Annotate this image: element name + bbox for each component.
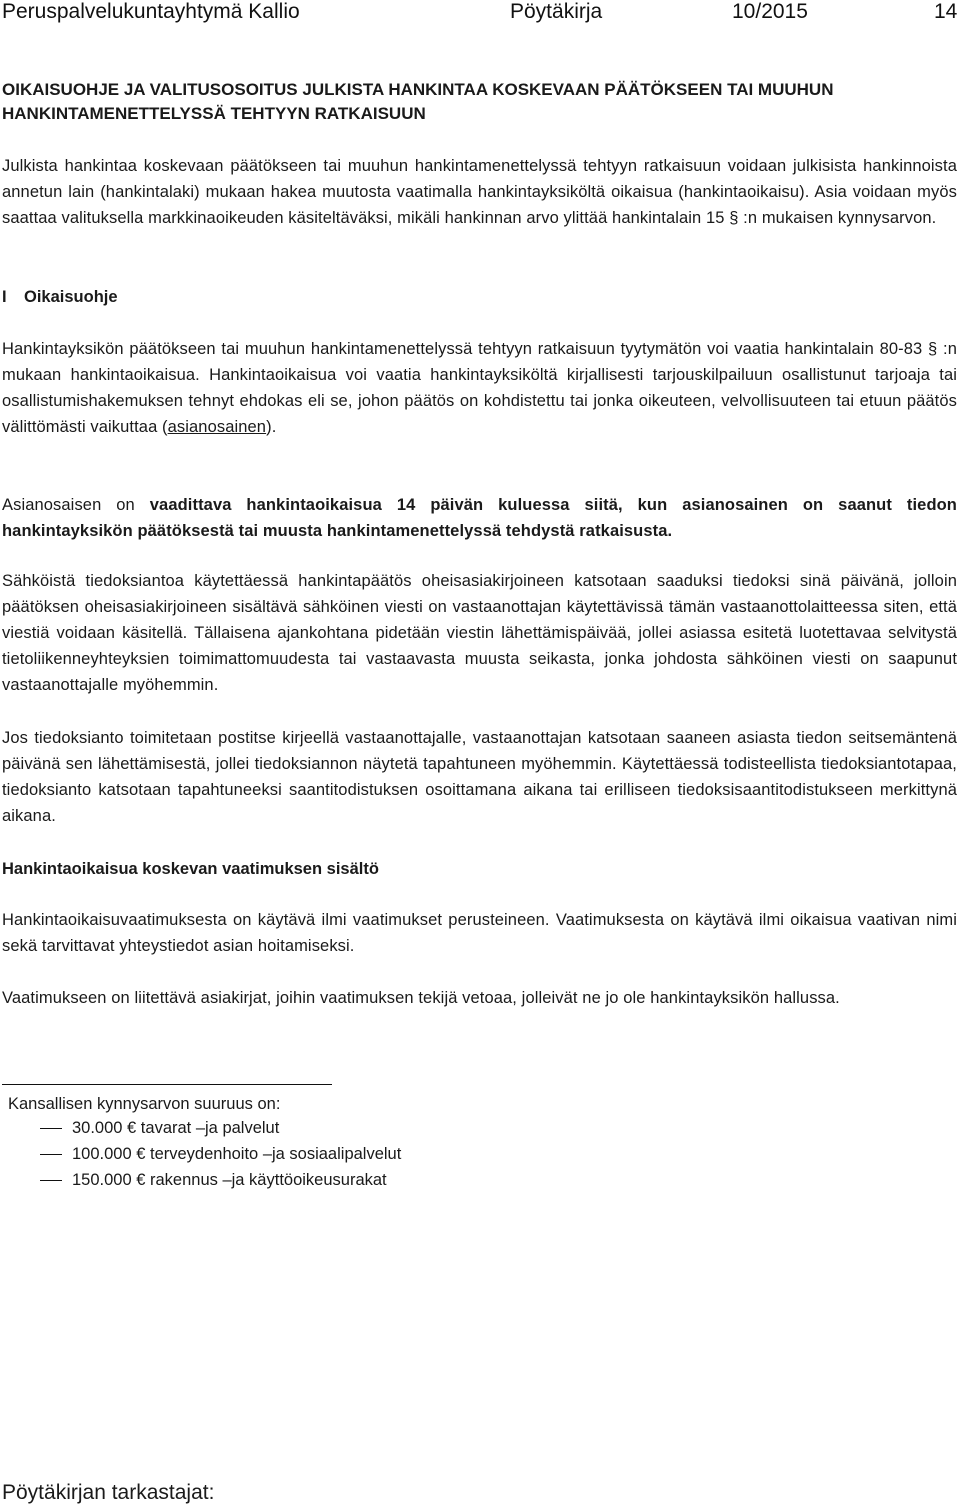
header-organization: Peruspalvelukuntayhtymä Kallio xyxy=(2,0,300,23)
header-doc-number: 10/2015 xyxy=(732,0,808,23)
section-heading-text: Oikaisuohje xyxy=(24,288,118,306)
paragraph-electronic-notice: Sähköistä tiedoksiantoa käytettäessä hankintapäätös oheisasiakirjoineen katsotaan saaduksi tiedoksi sinä päivänä, jolloin päätöksen oheisasiakirjoineen sisältävä sähköinen viesti on vastaanottajan käytettävissä tämän vastaanottolaitteessa siten, että viestiä voidaan käsitellä. Tällaisena ajankohtana pidetään viestin lähettämispäivää, jollei asiassa esitetä luotettavaa selvitystä tietoliikenneyhteyksien toimimattomuudesta tai vastaavasta muusta seikasta, jonka johdosta sähköinen viesti on saapunut vastaanottajalle myöhemmin. xyxy=(2,572,957,694)
header-doc-type: Pöytäkirja xyxy=(510,0,603,23)
paragraph-text-end: ). xyxy=(266,418,277,436)
deadline-emphasis: vaadittava hankintaoikaisua 14 päivän kuluessa siitä, kun asianosainen on saanut tiedon hankintayksikön päätöksestä tai muusta hankintamenettelyssä tehdystä ratkaisusta. xyxy=(2,496,957,540)
footer-reviewers-label: Pöytäkirjan tarkastajat: xyxy=(2,1481,215,1504)
footnote-divider xyxy=(2,1084,332,1085)
threshold-text: 30.000 € tavarat –ja palvelut xyxy=(72,1119,280,1137)
section-roman-numeral: I xyxy=(2,288,7,306)
paragraph-deadline xyxy=(2,492,957,544)
paragraph-oikaisu-rights xyxy=(2,336,957,440)
intro-text-part2: Asia voidaan myös saattaa valituksella markkinaoikeuden käsiteltäväksi, mikäli hankinnan arvo ylittää hankintalain 15 § :n mukaisen kynnysarvon. xyxy=(2,183,957,227)
footnote-title: Kansallisen kynnysarvon suuruus on: xyxy=(8,1095,281,1113)
section-heading-oikaisuohje xyxy=(2,284,118,310)
header-page-number: 14 xyxy=(934,0,958,23)
intro-text-part1: Julkista hankintaa koskevaan päätökseen tai muuhun hankintamenettelyssä tehtyyn ratkaisuun voidaan julkisista hankinnoista annetun lain (hankintalaki) mukaan hakea muutosta vaatimalla hankintayksiköltä oikaisua (hankintaoikaisu). xyxy=(2,157,957,201)
paragraph-attachments: Vaatimukseen on liitettävä asiakirjat, joihin vaatimuksen tekijä vetoaa, jolleivät ne jo ole hankintayksikön hallussa. xyxy=(2,989,840,1007)
asianosainen-term: asianosainen xyxy=(167,418,267,436)
threshold-text: 150.000 € rakennus –ja käyttöoikeusurakat xyxy=(72,1171,387,1189)
paragraph-postal-notice: Jos tiedoksianto toimitetaan postitse kirjeellä vastaanottajalle, vastaanottajan katsotaan saaneen asiasta tiedon seitsemäntenä päivänä sen lähettämisestä, jollei tiedoksiannon näytetä tapahtuneen myöhemmin. Käytettäessä todisteellista tiedoksiantotapaa, tiedoksianto katsotaan tapahtuneeksi saantitodistuksen osoittamana aikana tai erilliseen tiedoksisaantitodistukseen merkittynä aikana. xyxy=(2,729,957,825)
paragraph-text: Asianosaisen on xyxy=(2,496,150,514)
section-heading-vaatimuksen-sisalto: Hankintaoikaisua koskevan vaatimuksen sisältö xyxy=(2,860,379,878)
document-title: OIKAISUOHJE JA VALITUSOSOITUS JULKISTA HANKINTAA KOSKEVAAN PÄÄTÖKSEEN TAI MUUHUN HANKINTAMENETTELYSSÄ TEHTYYN RATKAISUUN xyxy=(2,80,834,123)
intro-paragraph xyxy=(2,153,957,231)
dash-bullet-icon xyxy=(40,1154,62,1155)
dash-bullet-icon xyxy=(40,1180,62,1181)
paragraph-text: Hankintayksikön päätökseen tai muuhun hankintamenettelyssä tehtyyn ratkaisuun tyytymätön voi vaatia hankintalain 80-83 § :n mukaan hankintaoikaisua. Hankintaoikaisua voi vaatia hankintayksiköltä kirjallisesti tarjouskilpailuun osallistunut tarjoaja tai osallistumishakemuksen tehnyt ehdokas eli se, johon päätös on kohdistettu tai jonka oikeuteen, velvollisuuteen tai etuun päätös välittömästi vaikuttaa ( xyxy=(2,340,957,436)
threshold-text: 100.000 € terveydenhoito –ja sosiaalipalvelut xyxy=(72,1145,402,1163)
dash-bullet-icon xyxy=(40,1128,62,1129)
paragraph-claim-content: Hankintaoikaisuvaatimuksesta on käytävä ilmi vaatimukset perusteineen. Vaatimuksesta on käytävä ilmi oikaisua vaativan nimi sekä tarvittavat yhteystiedot asian hoitamiseksi. xyxy=(2,911,957,955)
